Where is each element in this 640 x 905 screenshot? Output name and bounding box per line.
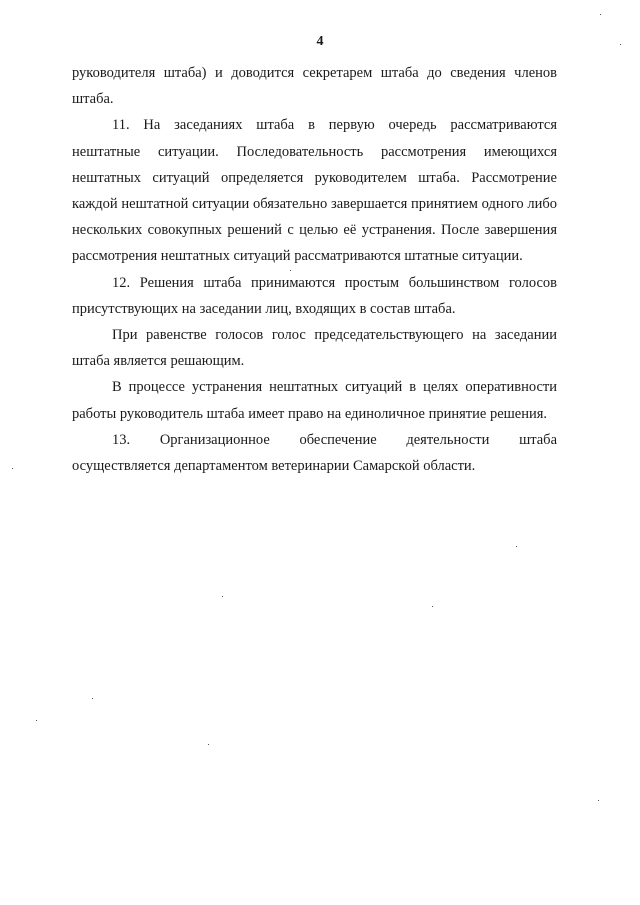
page-number: 4: [316, 34, 324, 49]
scan-speck: [516, 546, 517, 547]
paragraph-item-13-line-2: осуществляется департаментом ветеринарии Самарской области.: [72, 458, 476, 475]
paragraph-tie-vote: При равенстве голосов голос председательствующего на заседании штаба является решающим.: [72, 327, 557, 370]
paragraph-item-12: 12. Решения штаба принимаются простым большинством голосов присутствующих на заседании лиц, входящих в состав штаба.: [72, 274, 557, 317]
paragraph-item-11: 11. На заседаниях штаба в первую очередь рассматриваются нештатные ситуации. Последовательность рассмотрения имеющихся нештатных ситуаций определяется руководителем штаба. Рассмотрение каждой нештатной ситуации обязательно завершается принятием одного либо нескольких совокупных решений с целью её устранения. После завершения рассмотрения нештатных ситуаций рассматриваются штатные ситуации.: [72, 117, 557, 265]
scan-speck: [12, 468, 13, 469]
scan-speck: [598, 800, 599, 801]
scan-speck: [222, 596, 223, 597]
paragraph-continuation: руководителя штаба) и доводится секретарем штаба до сведения членов штаба.: [72, 65, 557, 108]
scan-speck: [290, 270, 291, 271]
scan-speck: [432, 606, 433, 607]
scan-speck: [92, 698, 93, 699]
document-body: [72, 60, 557, 479]
paragraph-sole-decision: В процессе устранения нештатных ситуаций в целях оперативности работы руководитель штаба имеет право на единоличное принятие решения.: [72, 379, 557, 422]
scan-speck: [600, 14, 601, 15]
scan-speck: [36, 720, 37, 721]
paragraph-item-13-line-1: 13. Организационное обеспечение деятельности штаба: [112, 431, 557, 448]
scan-speck: [208, 744, 209, 745]
scan-speck: [620, 44, 621, 45]
